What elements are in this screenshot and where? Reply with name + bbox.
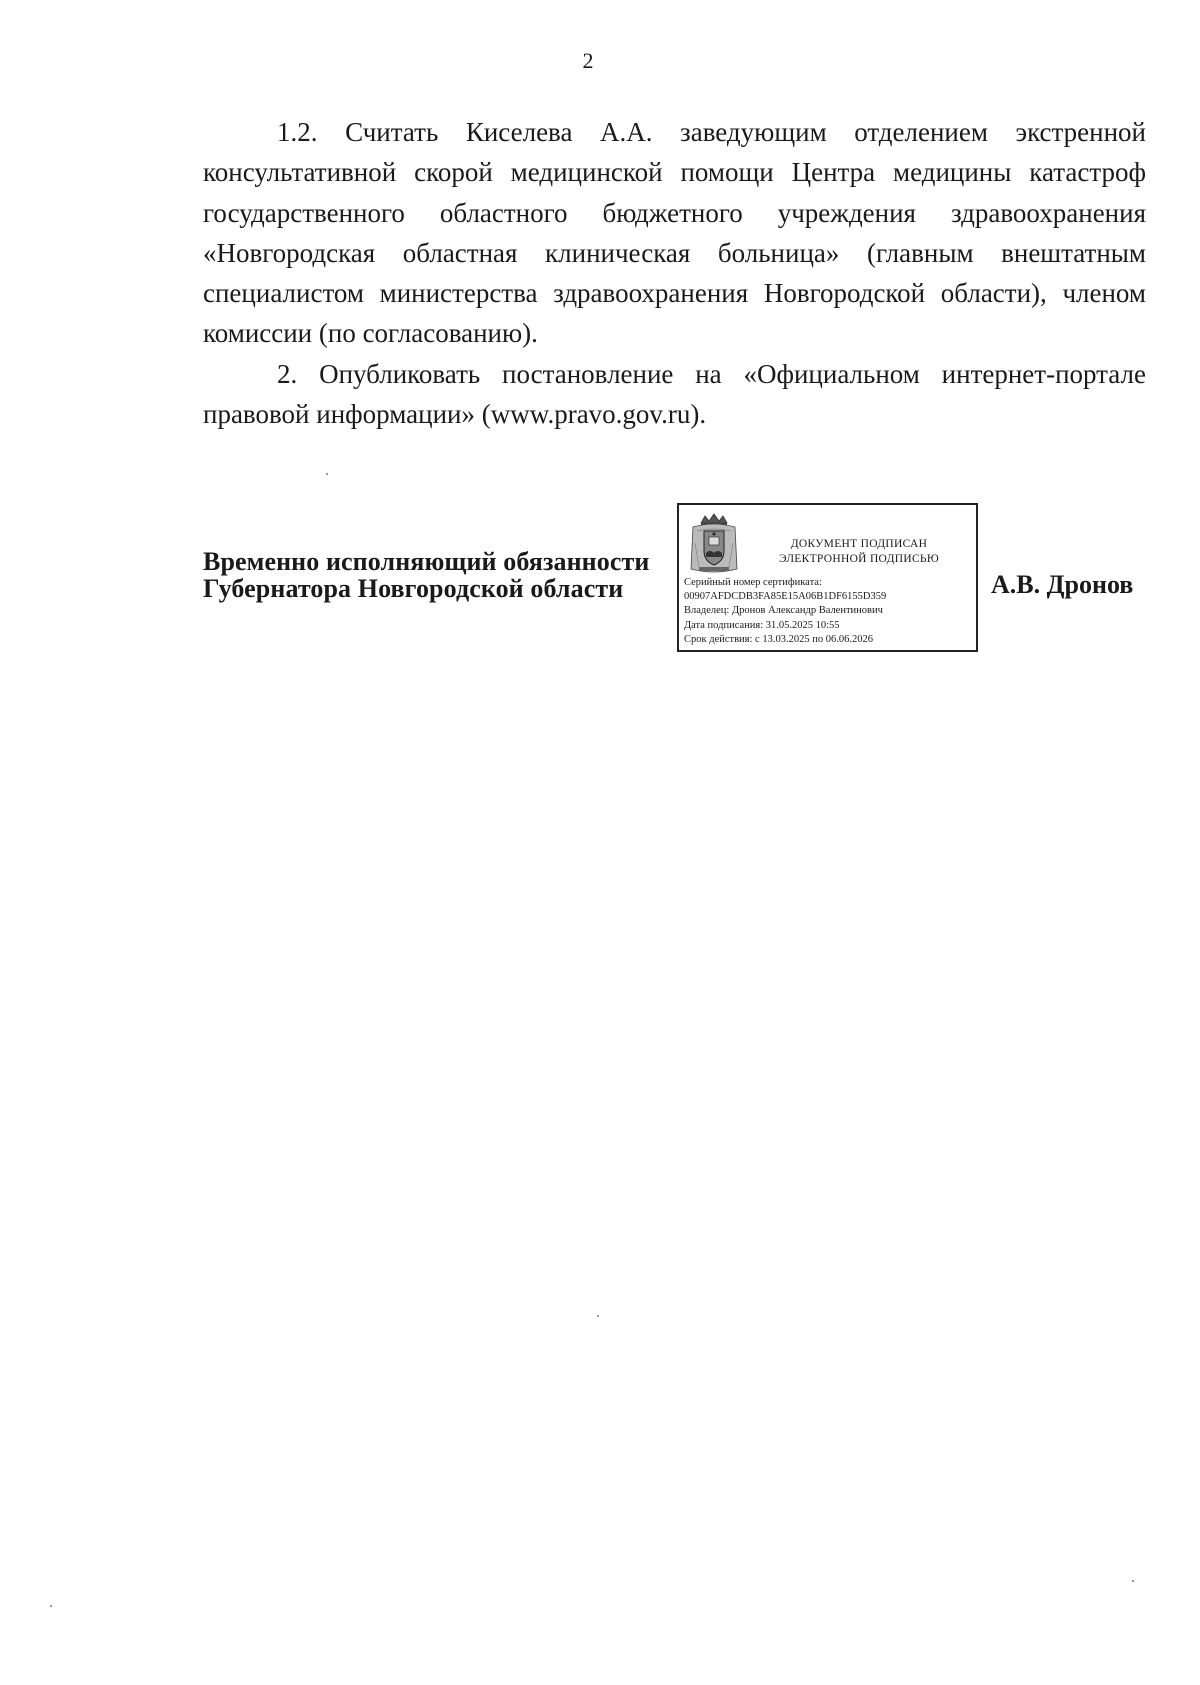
paragraph-2: 2. Опубликовать постановление на «Официальном интернет-портале правовой информации» (www.pravo.gov.ru). bbox=[203, 358, 1146, 430]
stamp-title-line-1: ДОКУМЕНТ ПОДПИСАН bbox=[790, 538, 928, 550]
page-number: 2 bbox=[582, 48, 594, 73]
paragraph-1-2: 1.2. Считать Киселева А.А. заведующим отделением экстренной консультативной скорой медицинской помощи Центра медицины катастроф государственного областного бюджетного учреждения здравоохранения «Новгородская областная клиническая больница» (главным внештатным специалистом министерства здравоохранения Новгородской области), членом комиссии (по согласованию). bbox=[203, 117, 1146, 349]
scan-speck bbox=[1132, 1580, 1134, 1582]
stamp-title bbox=[749, 537, 969, 567]
stamp-validity: Срок действия: с 13.03.2025 по 06.06.2026 bbox=[684, 633, 873, 645]
scan-speck bbox=[326, 473, 328, 475]
scan-speck bbox=[597, 1315, 599, 1317]
stamp-serial-value: 00907AFDCDB3FA85E15A06B1DF6155D359 bbox=[684, 591, 887, 603]
stamp-details bbox=[684, 576, 886, 647]
signatory-position-line-1: Временно исполняющий обязанности bbox=[203, 547, 650, 576]
electronic-signature-stamp bbox=[677, 503, 978, 652]
signatory-position bbox=[203, 548, 649, 602]
stamp-owner: Владелец: Дронов Александр Валентинович bbox=[684, 605, 883, 617]
scan-speck bbox=[50, 1605, 52, 1607]
signatory-position-line-2: Губернатора Новгородской области bbox=[203, 574, 624, 603]
stamp-signed-date: Дата подписания: 31.05.2025 10:55 bbox=[684, 619, 840, 631]
coat-of-arms-icon bbox=[687, 513, 741, 575]
document-body bbox=[203, 112, 1146, 434]
signer-name: А.В. Дронов bbox=[991, 570, 1134, 599]
stamp-title-line-2: ЭЛЕКТРОННОЙ ПОДПИСЬЮ bbox=[779, 553, 939, 565]
stamp-serial-label: Серийный номер сертификата: bbox=[684, 577, 822, 588]
